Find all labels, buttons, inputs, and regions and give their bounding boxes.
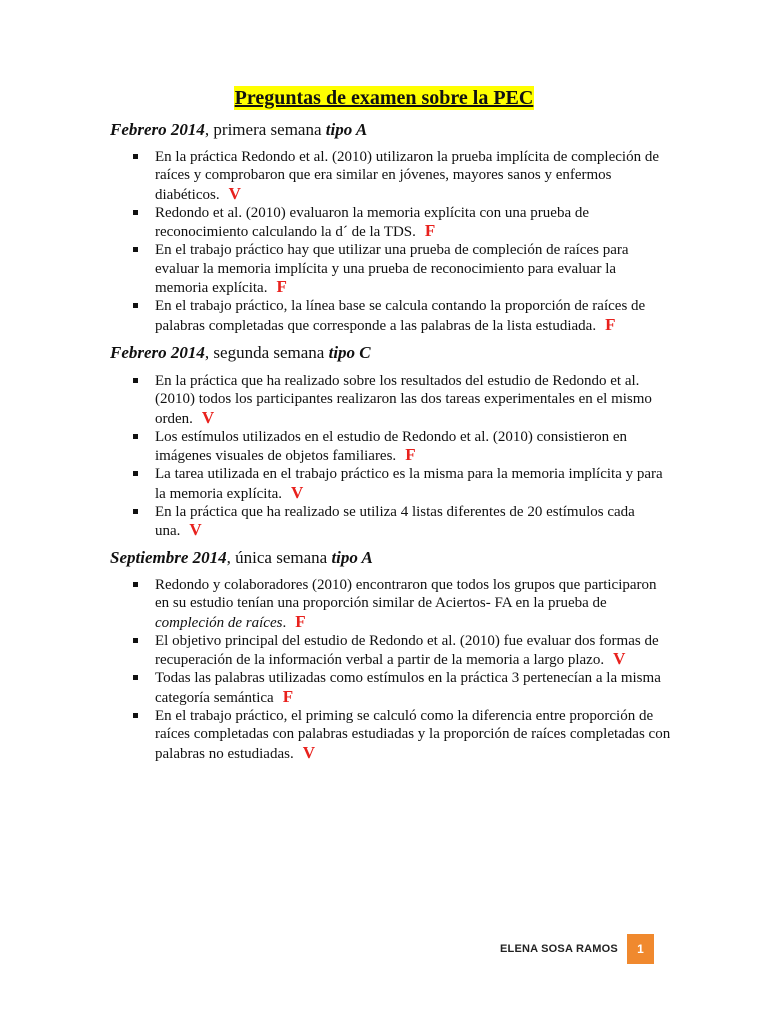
- bullet-icon: [133, 210, 138, 215]
- answer-mark: V: [291, 482, 304, 502]
- answer-mark: V: [201, 407, 215, 427]
- bullet-icon: [133, 378, 138, 383]
- page-footer: [500, 934, 654, 964]
- question-item: [133, 707, 673, 763]
- answer-mark: F: [282, 686, 294, 706]
- section-week: , segunda semana: [204, 343, 329, 362]
- question-text: En el trabajo práctico, el priming se calculó como la diferencia entre proporción de raíces completadas con palabras estudiadas y la proporción de raíces completadas con palabras no estudiadas.: [155, 708, 671, 762]
- question-item: [133, 669, 673, 707]
- question-list-3: [133, 576, 673, 763]
- bullet-icon: [133, 509, 138, 514]
- question-text: Todas las palabras utilizadas como estímulos en la práctica 3 pertenecían a la misma categoría semántica: [155, 670, 661, 706]
- bullet-icon: [133, 247, 138, 252]
- section-heading-3: [110, 548, 670, 568]
- footer-author: ELENA SOSA RAMOS: [500, 943, 618, 955]
- section-heading-2: [110, 343, 670, 363]
- answer-mark: V: [302, 742, 315, 762]
- section-type: tipo C: [328, 343, 371, 362]
- title-wrap: [0, 86, 768, 110]
- question-text: En el trabajo práctico hay que utilizar una prueba de compleción de raíces para evaluar la memoria implícita y una prueba de reconocimiento para evaluar la memoria explícita.: [155, 242, 629, 297]
- question-item: [133, 428, 673, 466]
- question-text: Los estímulos utilizados en el estudio de Redondo et al. (2010) consistieron en imágenes visuales de objetos familiares.: [155, 428, 627, 465]
- question-item: [133, 576, 673, 632]
- answer-mark: F: [295, 611, 306, 631]
- answer-mark: F: [405, 445, 416, 465]
- question-item: [133, 632, 673, 670]
- question-list-1: [133, 148, 673, 335]
- section-heading-1: [110, 120, 670, 140]
- question-item: [133, 204, 673, 242]
- question-text-end: .: [282, 614, 287, 631]
- question-text: En la práctica Redondo et al. (2010) utilizaron la prueba implícita de compleción de raíces y comprobaron que era similar en jóvenes, mayores sanos y enfermos diabéticos.: [155, 149, 659, 203]
- bullet-icon: [133, 303, 138, 308]
- answer-mark: F: [276, 277, 287, 297]
- question-text: En la práctica que ha realizado sobre los resultados del estudio de Redondo et al. (2010) todos los participantes realizaron las dos tareas experimentales en el mismo orden.: [155, 373, 652, 427]
- section-week: , única semana: [226, 548, 332, 567]
- question-item: [133, 241, 673, 297]
- bullet-icon: [133, 471, 138, 476]
- question-item: [133, 372, 673, 428]
- answer-mark: V: [189, 520, 202, 540]
- bullet-icon: [133, 582, 138, 587]
- answer-mark: F: [605, 314, 616, 334]
- question-text: En el trabajo práctico, la línea base se calcula contando la proporción de raíces de palabras completadas que corresponde a las palabras de la lista estudiada.: [155, 298, 646, 334]
- bullet-icon: [133, 638, 138, 643]
- section-date: Febrero 2014: [110, 120, 205, 139]
- bullet-icon: [133, 434, 138, 439]
- bullet-icon: [133, 675, 138, 680]
- section-date: Febrero 2014: [110, 343, 205, 362]
- question-text: En la práctica que ha realizado se utiliza 4 listas diferentes de 20 estímulos cada una.: [155, 504, 635, 540]
- bullet-icon: [133, 154, 138, 159]
- question-text: El objetivo principal del estudio de Redondo et al. (2010) fue evaluar dos formas de recuperación de la información verbal a partir de la memoria a largo plazo.: [155, 632, 659, 669]
- question-item: [133, 465, 673, 503]
- answer-mark: F: [424, 221, 436, 241]
- question-list-2: [133, 372, 673, 541]
- question-item: [133, 503, 673, 541]
- section-type: tipo A: [331, 548, 373, 567]
- page-number-badge: 1: [627, 934, 654, 964]
- section-date: Septiembre 2014: [110, 548, 227, 567]
- section-type: tipo A: [325, 120, 368, 139]
- question-text: La tarea utilizada en el trabajo práctico es la misma para la memoria implícita y para la memoria explícita.: [155, 466, 663, 502]
- question-text-italic: compleción de raíces: [155, 614, 283, 631]
- question-text: Redondo y colaboradores (2010) encontraron que todos los grupos que participaron en su estudio tenían una proporción similar de Aciertos- FA en la prueba de: [155, 577, 657, 612]
- bullet-icon: [133, 713, 138, 718]
- question-item: [133, 148, 673, 204]
- answer-mark: V: [613, 649, 626, 669]
- section-week: , primera semana: [204, 120, 326, 139]
- question-text: Redondo et al. (2010) evaluaron la memoria explícita con una prueba de reconocimiento calculando la d´ de la TDS.: [155, 204, 590, 241]
- question-item: [133, 297, 673, 335]
- page-title: Preguntas de examen sobre la PEC: [234, 87, 534, 109]
- answer-mark: V: [228, 183, 241, 203]
